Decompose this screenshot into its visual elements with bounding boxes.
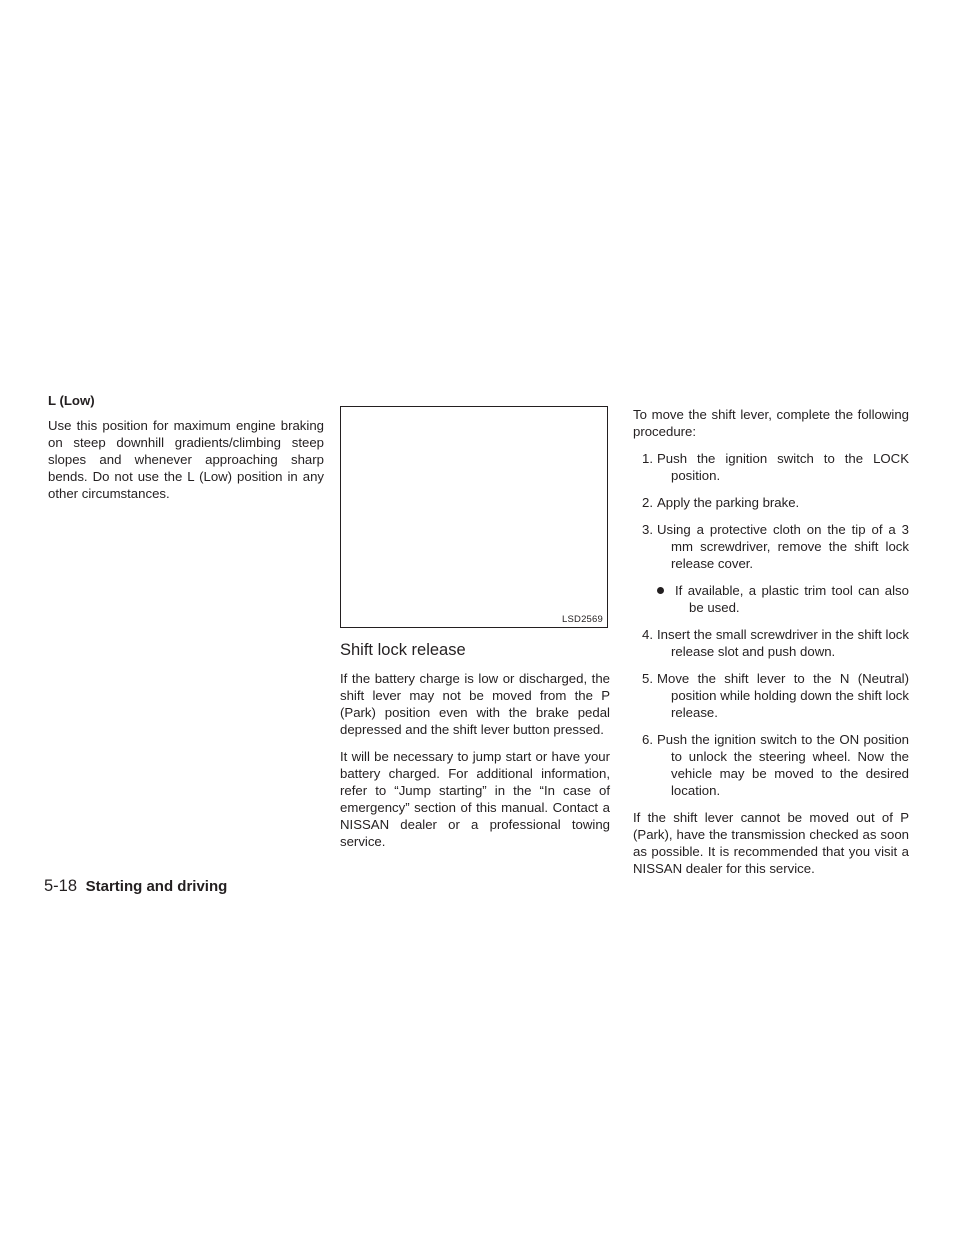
- procedure-steps: [633, 450, 909, 799]
- step-text: Push the ignition switch to the ON position to unlock the steering wheel. Now the vehicle may be moved to the desired location.: [657, 732, 909, 798]
- step-number: 6.: [642, 732, 653, 747]
- step-number: 1.: [642, 451, 653, 466]
- step-text: Push the ignition switch to the LOCK position.: [657, 451, 909, 483]
- step-text: Using a protective cloth on the tip of a 3 mm screwdriver, remove the shift lock release cover.: [657, 522, 909, 571]
- procedure-step: [633, 670, 909, 721]
- step-text: Insert the small screwdriver in the shift lock release slot and push down.: [657, 627, 909, 659]
- procedure-step: [633, 626, 909, 660]
- procedure-bullet: [633, 582, 909, 616]
- middle-column: [340, 406, 610, 860]
- procedure-step: [633, 731, 909, 799]
- jump-start-paragraph: It will be necessary to jump start or have your battery charged. For additional information, refer to “Jump starting” in the “In case of emergency” section of this manual. Contact a NISSAN dealer or a professional towing service.: [340, 749, 610, 849]
- page-footer: [44, 876, 227, 897]
- section-title: Shift lock release: [340, 641, 466, 659]
- step-text: Apply the parking brake.: [657, 495, 800, 510]
- left-column: [48, 392, 324, 512]
- step-text: Move the shift lever to the N (Neutral) position while holding down the shift lock release.: [657, 671, 909, 720]
- procedure-step: [633, 494, 909, 511]
- chapter-title: Starting and driving: [85, 878, 228, 895]
- bullet-dot-icon: [657, 587, 664, 594]
- step-number: 5.: [642, 671, 653, 686]
- procedure-step: [633, 450, 909, 484]
- procedure-step: [633, 521, 909, 572]
- closing-paragraph: If the shift lever cannot be moved out of P (Park), have the transmission checked as soon as possible. It is recommended that you visit a NISSAN dealer for this service.: [633, 810, 909, 876]
- battery-paragraph: If the battery charge is low or discharged, the shift lever may not be moved from the P (Park) position even with the brake pedal depressed and the shift lever button pressed.: [340, 671, 610, 737]
- subheading-l-low: L (Low): [48, 393, 95, 408]
- step-number: 2.: [642, 495, 653, 510]
- illustration-figure: [340, 406, 608, 628]
- figure-code: LSD2569: [561, 614, 603, 625]
- l-low-paragraph: Use this position for maximum engine braking on steep downhill gradients/climbing steep slopes and whenever approaching sharp bends. Do not use the L (Low) position in any other circumstances.: [48, 418, 324, 501]
- right-column: [633, 406, 909, 887]
- page-number: 5-18: [44, 877, 78, 895]
- step-number: 4.: [642, 627, 653, 642]
- step-number: 3.: [642, 522, 653, 537]
- bullet-text: If available, a plastic trim tool can also be used.: [675, 583, 909, 615]
- procedure-intro: To move the shift lever, complete the following procedure:: [633, 407, 909, 439]
